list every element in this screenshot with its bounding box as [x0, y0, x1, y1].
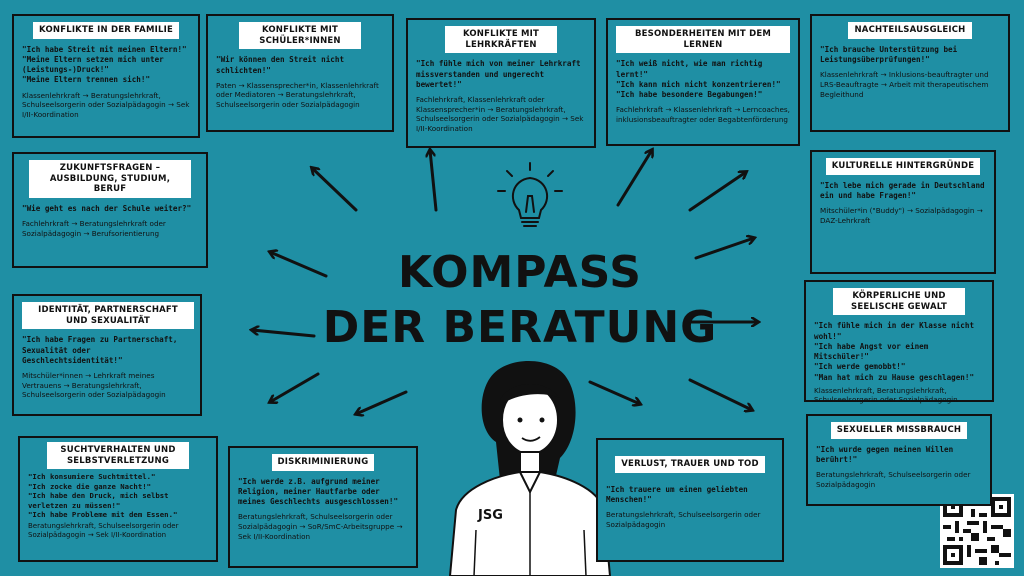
card-quotes: "Ich trauere um einen geliebten Menschen!" [606, 484, 748, 504]
arrow-icon [590, 382, 640, 404]
card-referral: Beratungslehrkraft, Schulseelsorgerin oder Sozialpädagogin [816, 470, 971, 489]
card-title: KULTURELLE HINTERGRÜNDE [826, 158, 981, 175]
card-referral: Mitschüler*in ("Buddy") → Sozialpädagogin → DAZ-Lehrkraft [820, 206, 983, 225]
shirt-label: JSG [478, 508, 503, 523]
card-title: KÖRPERLICHE UND SEELISCHE GEWALT [833, 288, 965, 315]
card-quotes: "Ich fühle mich in der Klasse nicht wohl!" "Ich habe Angst vor einem Mitschüler!" "Ich werde gemobbt!" "Man hat mich zu Hause geschlagen!" [814, 321, 975, 382]
person-figure [450, 361, 610, 576]
arrow-icon [270, 374, 318, 402]
card-referral: Paten → Klassensprecher*in, Klassenlehrkraft oder Mediatoren → Beratungslehrkraft, Schulseelsorgerin oder Sozialpädagogin [216, 80, 379, 110]
card-quotes: "Ich weiß nicht, wie man richtig lernt!" "Ich kann mich nicht konzentrieren!" "Ich habe besondere Begabungen!" [616, 59, 781, 99]
card-quotes: "Ich habe Fragen zu Partnerschaft, Sexualität oder Geschlechtsidentität!" [22, 335, 178, 365]
card-quotes: "Ich habe Streit mit meinen Eltern!" "Meine Eltern setzen mich unter (Leistungs-)Druck!" "Meine Eltern trennen sich!" [22, 44, 187, 85]
card-referral: Beratungslehrkraft, Schulseelsorgerin oder Sozialpädagogin [606, 510, 761, 529]
card-title: KONFLIKTE MIT LEHRKRÄFTEN [445, 26, 557, 53]
arrow-icon [430, 150, 436, 210]
card-quotes: "Ich wurde gegen meinen Willen berührt!" [816, 444, 954, 464]
card-referral: Klassenlehrkraft → Inklusions-beauftragter und LRS-Beauftragte → Arbeit mit therapeutischem Begleithund [820, 70, 989, 99]
card-title: NACHTEILSAUSGLEICH [848, 22, 971, 39]
lightbulb-icon [498, 163, 562, 226]
card-referral: Klassenlehrkraft, Beratungslehrkraft, Schulseelsorgerin oder Sozialpädagogin [814, 385, 958, 405]
card-identitaet [12, 294, 202, 416]
card-title: DISKRIMINIERUNG [272, 454, 375, 471]
arrow-icon [618, 150, 652, 205]
card-referral: Fachlehrkraft → Beratungslehrkraft oder Sozialpädagogin → Berufsorientierung [22, 219, 166, 238]
card-referral: Fachlehrkraft → Klassenlehrkraft → Lerncoaches, inklusionsbeauftragter oder Begabtenförderung [616, 105, 790, 124]
card-title: ZUKUNFTSFRAGEN – AUSBILDUNG, STUDIUM, BERUF [29, 160, 191, 198]
card-quotes: "Ich lebe mich gerade in Deutschland ein und habe Fragen!" [820, 180, 985, 200]
card-referral: Beratungslehrkraft, Schulseelsorgerin oder Sozialpädagogin → Sek I/II-Koordination [28, 521, 179, 540]
arrow-icon [690, 380, 752, 410]
card-quotes: "Ich fühle mich von meiner Lehrkraft missverstanden und ungerecht bewertet!" [416, 59, 581, 89]
card-quotes: "Wie geht es nach der Schule weiter?" [22, 203, 192, 213]
card-diskriminierung [228, 446, 418, 568]
card-title: IDENTITÄT, PARTNERSCHAFT UND SEXUALITÄT [22, 302, 194, 329]
card-sexueller-missbrauch [806, 414, 992, 506]
card-zukunftsfragen [12, 152, 208, 268]
card-konflikte-schueler [206, 14, 394, 132]
arrow-icon [312, 168, 356, 210]
page-title [300, 245, 740, 355]
card-verlust-trauer-tod [596, 438, 784, 562]
card-referral: Klassenlehrkraft → Beratungslehrkraft, Schulseelsorgerin oder Sozialpädagogin → Sek I/II-Koordination [22, 90, 190, 120]
card-title: SUCHTVERHALTEN UND SELBSTVERLETZUNG [47, 442, 189, 469]
card-kulturelle-hintergruende [810, 150, 996, 274]
arrow-icon [690, 172, 746, 210]
title-line-2: DER BERATUNG [322, 302, 718, 353]
card-title: KONFLIKTE IN DER FAMILIE [33, 22, 179, 39]
card-quotes: "Ich werde z.B. aufgrund meiner Religion, meiner Hautfarbe oder meines Geschlechts ausgeschlossen!" [238, 476, 399, 507]
card-nachteilsausgleich [810, 14, 1010, 132]
card-title: SEXUELLER MISSBRAUCH [831, 422, 967, 439]
card-konflikte-lehrkraefte [406, 18, 596, 148]
card-title: KONFLIKTE MIT SCHÜLER*INNEN [239, 22, 361, 49]
card-konflikte-familie [12, 14, 200, 138]
card-title: BESONDERHEITEN MIT DEM LERNEN [616, 26, 790, 53]
card-referral: Mitschüler*innen → Lehrkraft meines Vertrauens → Beratungslehrkraft, Schulseelsorgerin oder Sozialpädagogin [22, 371, 166, 400]
card-suchtverhalten [18, 436, 218, 562]
card-referral: Fachlehrkraft, Klassenlehrkraft oder Klassensprecher*in → Beratungslehrkraft, Schulseelsorgerin oder Sozialpädagogin → Sek I/II-Koordination [416, 95, 584, 134]
card-gewalt [804, 280, 994, 405]
card-besonderheiten-lernen [606, 18, 800, 146]
card-referral: Beratungslehrkraft, Schulseelsorgerin oder Sozialpädagogin → SoR/SmC-Arbeitsgruppe → Sek I/II-Koordination [238, 512, 403, 541]
card-quotes: "Ich brauche Unterstützung bei Leistungsüberprüfungen!" [820, 44, 958, 64]
title-line-1: KOMPASS [398, 247, 642, 298]
card-title: VERLUST, TRAUER UND TOD [615, 456, 764, 473]
arrow-icon [356, 392, 406, 414]
card-quotes: "Ich konsumiere Suchtmittel." "Ich zocke die ganze Nacht!" "Ich habe den Druck, mich selbst verletzen zu müssen!" "Ich habe Probleme mit dem Essen." [28, 472, 178, 520]
card-quotes: "Wir können den Streit nicht schlichten!" [216, 55, 345, 75]
